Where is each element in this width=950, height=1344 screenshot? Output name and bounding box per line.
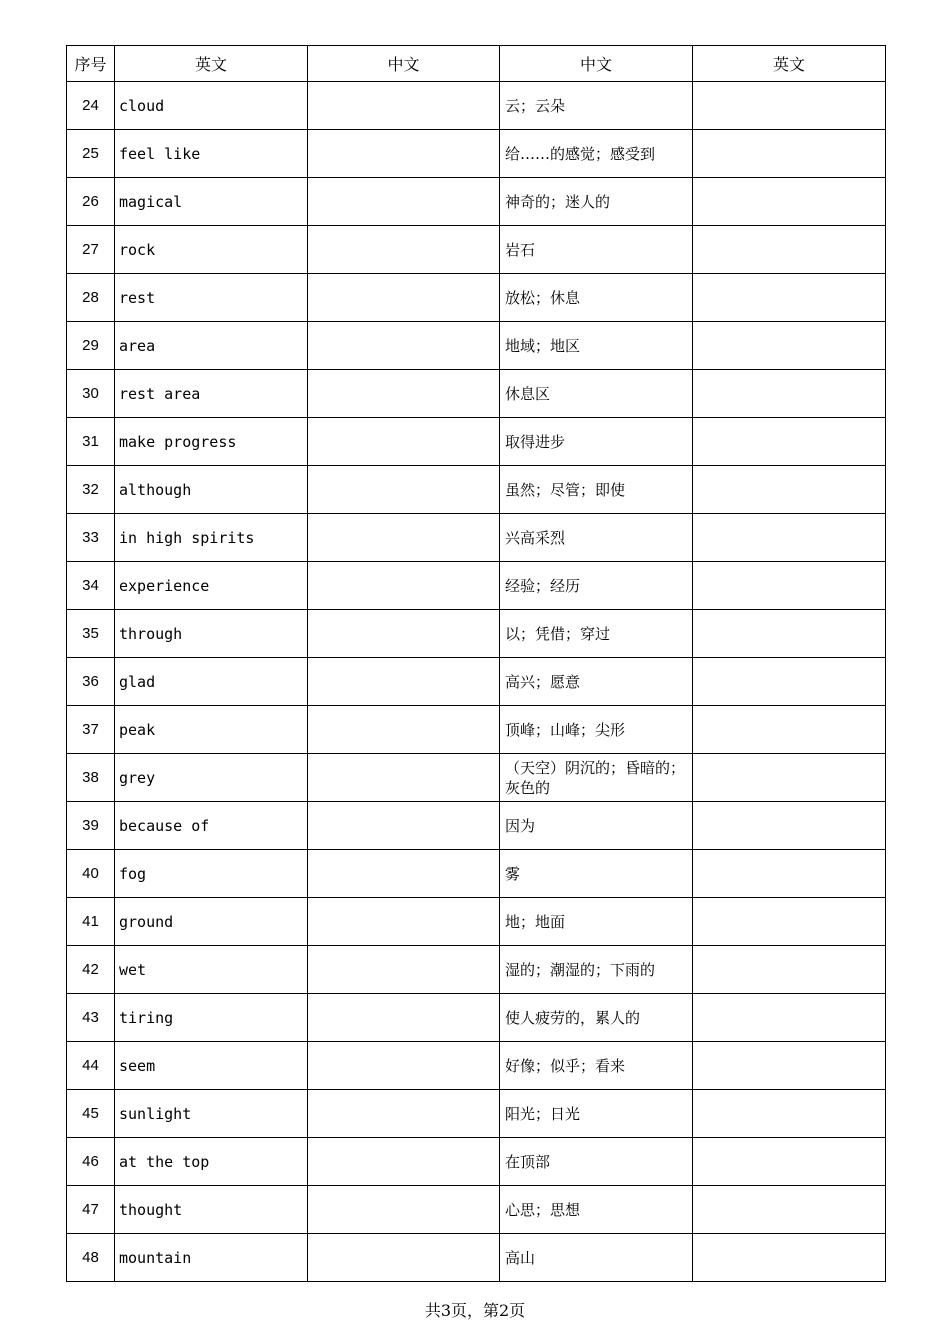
table-row <box>67 370 886 418</box>
chinese-answer-blank[interactable] <box>308 850 500 898</box>
row-number: 34 <box>67 562 115 610</box>
english-word: mountain <box>115 1234 308 1282</box>
english-word: ground <box>115 898 308 946</box>
english-answer-blank[interactable] <box>693 610 886 658</box>
english-word: rest <box>115 274 308 322</box>
english-answer-blank[interactable] <box>693 130 886 178</box>
english-word: magical <box>115 178 308 226</box>
vocabulary-table <box>66 45 886 1282</box>
table-row <box>67 322 886 370</box>
table-row <box>67 466 886 514</box>
table-row <box>67 226 886 274</box>
english-word: grey <box>115 754 308 802</box>
table-row <box>67 130 886 178</box>
table-row <box>67 1090 886 1138</box>
table-row <box>67 82 886 130</box>
chinese-meaning: 兴高采烈 <box>500 514 693 562</box>
header-english: 英文 <box>115 46 308 82</box>
english-answer-blank[interactable] <box>693 898 886 946</box>
chinese-answer-blank[interactable] <box>308 1090 500 1138</box>
header-number: 序号 <box>67 46 115 82</box>
english-answer-blank[interactable] <box>693 514 886 562</box>
chinese-meaning: 给……的感觉；感受到 <box>500 130 693 178</box>
table-row <box>67 898 886 946</box>
chinese-answer-blank[interactable] <box>308 562 500 610</box>
chinese-meaning: 顶峰；山峰；尖形 <box>500 706 693 754</box>
chinese-answer-blank[interactable] <box>308 466 500 514</box>
chinese-meaning: 好像；似乎；看来 <box>500 1042 693 1090</box>
english-answer-blank[interactable] <box>693 1042 886 1090</box>
chinese-meaning: 因为 <box>500 802 693 850</box>
chinese-meaning: 放松；休息 <box>500 274 693 322</box>
english-answer-blank[interactable] <box>693 418 886 466</box>
chinese-answer-blank[interactable] <box>308 1234 500 1282</box>
english-answer-blank[interactable] <box>693 562 886 610</box>
table-row <box>67 562 886 610</box>
english-word: area <box>115 322 308 370</box>
chinese-meaning: （天空）阴沉的；昏暗的；灰色的 <box>500 754 693 802</box>
english-answer-blank[interactable] <box>693 1090 886 1138</box>
english-word: at the top <box>115 1138 308 1186</box>
chinese-meaning: 地域；地区 <box>500 322 693 370</box>
header-english-blank: 英文 <box>693 46 886 82</box>
chinese-answer-blank[interactable] <box>308 514 500 562</box>
row-number: 48 <box>67 1234 115 1282</box>
header-chinese-blank: 中文 <box>308 46 500 82</box>
chinese-meaning: 湿的；潮湿的；下雨的 <box>500 946 693 994</box>
english-answer-blank[interactable] <box>693 850 886 898</box>
chinese-answer-blank[interactable] <box>308 178 500 226</box>
chinese-meaning: 以；凭借；穿过 <box>500 610 693 658</box>
table-row <box>67 946 886 994</box>
table-row <box>67 754 886 802</box>
chinese-meaning: 心思；思想 <box>500 1186 693 1234</box>
row-number: 39 <box>67 802 115 850</box>
chinese-answer-blank[interactable] <box>308 946 500 994</box>
table-row <box>67 658 886 706</box>
english-word: rest area <box>115 370 308 418</box>
english-answer-blank[interactable] <box>693 226 886 274</box>
english-answer-blank[interactable] <box>693 466 886 514</box>
table-row <box>67 1138 886 1186</box>
english-answer-blank[interactable] <box>693 1186 886 1234</box>
row-number: 29 <box>67 322 115 370</box>
chinese-meaning: 经验；经历 <box>500 562 693 610</box>
row-number: 45 <box>67 1090 115 1138</box>
row-number: 27 <box>67 226 115 274</box>
row-number: 35 <box>67 610 115 658</box>
chinese-answer-blank[interactable] <box>308 706 500 754</box>
chinese-meaning: 神奇的；迷人的 <box>500 178 693 226</box>
chinese-answer-blank[interactable] <box>308 1042 500 1090</box>
table-row <box>67 1042 886 1090</box>
english-answer-blank[interactable] <box>693 994 886 1042</box>
header-row <box>67 46 886 82</box>
chinese-answer-blank[interactable] <box>308 1186 500 1234</box>
chinese-answer-blank[interactable] <box>308 322 500 370</box>
chinese-answer-blank[interactable] <box>308 802 500 850</box>
table-row <box>67 706 886 754</box>
row-number: 25 <box>67 130 115 178</box>
chinese-answer-blank[interactable] <box>308 82 500 130</box>
table-body <box>67 82 886 1282</box>
table-row <box>67 514 886 562</box>
english-answer-blank[interactable] <box>693 370 886 418</box>
row-number: 44 <box>67 1042 115 1090</box>
english-word: tiring <box>115 994 308 1042</box>
chinese-answer-blank[interactable] <box>308 370 500 418</box>
english-answer-blank[interactable] <box>693 178 886 226</box>
row-number: 33 <box>67 514 115 562</box>
row-number: 28 <box>67 274 115 322</box>
english-answer-blank[interactable] <box>693 706 886 754</box>
chinese-meaning: 云；云朵 <box>500 82 693 130</box>
english-answer-blank[interactable] <box>693 322 886 370</box>
english-word: sunlight <box>115 1090 308 1138</box>
table-row <box>67 994 886 1042</box>
chinese-meaning: 阳光；日光 <box>500 1090 693 1138</box>
chinese-answer-blank[interactable] <box>308 226 500 274</box>
row-number: 47 <box>67 1186 115 1234</box>
table-row <box>67 610 886 658</box>
english-word: wet <box>115 946 308 994</box>
row-number: 41 <box>67 898 115 946</box>
chinese-answer-blank[interactable] <box>308 994 500 1042</box>
english-answer-blank[interactable] <box>693 274 886 322</box>
row-number: 32 <box>67 466 115 514</box>
chinese-meaning: 取得进步 <box>500 418 693 466</box>
row-number: 36 <box>67 658 115 706</box>
chinese-meaning: 岩石 <box>500 226 693 274</box>
chinese-meaning: 雾 <box>500 850 693 898</box>
table-row <box>67 418 886 466</box>
row-number: 31 <box>67 418 115 466</box>
chinese-answer-blank[interactable] <box>308 610 500 658</box>
chinese-answer-blank[interactable] <box>308 658 500 706</box>
row-number: 46 <box>67 1138 115 1186</box>
english-word: glad <box>115 658 308 706</box>
table-row <box>67 178 886 226</box>
chinese-answer-blank[interactable] <box>308 898 500 946</box>
english-answer-blank[interactable] <box>693 946 886 994</box>
english-word: peak <box>115 706 308 754</box>
english-word: fog <box>115 850 308 898</box>
english-word: because of <box>115 802 308 850</box>
chinese-answer-blank[interactable] <box>308 754 500 802</box>
chinese-meaning: 虽然；尽管；即使 <box>500 466 693 514</box>
chinese-meaning: 休息区 <box>500 370 693 418</box>
english-word: feel like <box>115 130 308 178</box>
table-row <box>67 802 886 850</box>
chinese-meaning: 高山 <box>500 1234 693 1282</box>
page-footer: 共3页，第2页 <box>424 1301 526 1320</box>
english-answer-blank[interactable] <box>693 802 886 850</box>
chinese-answer-blank[interactable] <box>308 1138 500 1186</box>
row-number: 43 <box>67 994 115 1042</box>
table-row <box>67 850 886 898</box>
english-word: thought <box>115 1186 308 1234</box>
english-answer-blank[interactable] <box>693 82 886 130</box>
row-number: 42 <box>67 946 115 994</box>
table-row <box>67 1186 886 1234</box>
english-answer-blank[interactable] <box>693 1234 886 1282</box>
table-row <box>67 274 886 322</box>
chinese-answer-blank[interactable] <box>308 418 500 466</box>
english-word: experience <box>115 562 308 610</box>
english-word: through <box>115 610 308 658</box>
chinese-answer-blank[interactable] <box>308 274 500 322</box>
english-answer-blank[interactable] <box>693 754 886 802</box>
english-word: in high spirits <box>115 514 308 562</box>
english-answer-blank[interactable] <box>693 1138 886 1186</box>
chinese-meaning: 高兴；愿意 <box>500 658 693 706</box>
chinese-meaning: 地；地面 <box>500 898 693 946</box>
row-number: 24 <box>67 82 115 130</box>
english-answer-blank[interactable] <box>693 658 886 706</box>
english-word: rock <box>115 226 308 274</box>
chinese-meaning: 在顶部 <box>500 1138 693 1186</box>
row-number: 26 <box>67 178 115 226</box>
row-number: 38 <box>67 754 115 802</box>
row-number: 37 <box>67 706 115 754</box>
english-word: seem <box>115 1042 308 1090</box>
row-number: 40 <box>67 850 115 898</box>
english-word: although <box>115 466 308 514</box>
english-word: cloud <box>115 82 308 130</box>
row-number: 30 <box>67 370 115 418</box>
table-row <box>67 1234 886 1282</box>
chinese-meaning: 使人疲劳的，累人的 <box>500 994 693 1042</box>
header-chinese: 中文 <box>500 46 693 82</box>
chinese-answer-blank[interactable] <box>308 130 500 178</box>
english-word: make progress <box>115 418 308 466</box>
